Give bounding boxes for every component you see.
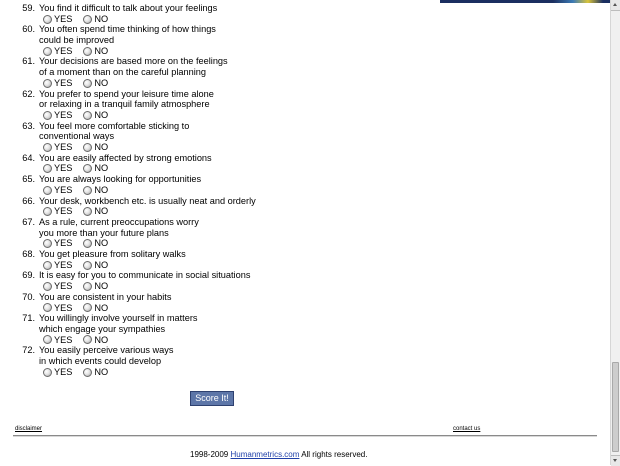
copyright-rights: All rights reserved. [301,450,368,459]
contact-us-link[interactable]: contact us [453,426,481,432]
question-item [14,270,454,291]
yes-label: YES [54,334,73,345]
answer-options [14,281,454,292]
question-text-continued: could be improved [39,35,115,46]
answer-options [14,110,454,121]
answer-options [14,367,454,378]
copyright-years: 1998-2009 [190,450,229,459]
question-item [14,174,454,195]
question-number: 63. [22,120,35,131]
no-radio-button[interactable] [83,207,92,216]
no-option[interactable] [83,238,108,249]
answer-options [14,335,454,346]
no-label: NO [94,109,109,120]
answer-options [14,14,454,25]
no-option[interactable] [83,142,108,153]
yes-label: YES [54,366,73,377]
question-first-line [14,174,454,185]
question-number: 61. [22,56,35,67]
vertical-scrollbar[interactable] [610,0,620,465]
yes-option[interactable] [43,110,72,121]
yes-radio-button[interactable] [43,164,52,173]
question-first-line [14,153,454,164]
no-label: NO [94,259,109,270]
yes-radio-button[interactable] [43,282,52,291]
disclaimer-link[interactable]: disclaimer [15,426,43,432]
yes-radio-button[interactable] [43,303,52,312]
question-first-line [14,270,454,281]
yes-radio-button[interactable] [43,143,52,152]
question-first-line [14,313,454,324]
yes-label: YES [54,109,73,120]
yes-option[interactable] [43,163,72,174]
no-label: NO [94,302,109,313]
yes-option[interactable] [43,78,72,89]
answer-options [14,260,454,271]
scroll-up-arrow-icon[interactable] [611,0,620,11]
yes-option[interactable] [43,281,72,292]
question-item [14,292,454,313]
question-first-line [14,345,454,356]
question-text-continued: of a moment than on the careful planning [39,67,207,78]
no-label: NO [94,206,109,217]
question-number: 66. [22,195,35,206]
question-text-continued: conventional ways [39,131,115,142]
yes-radio-button[interactable] [43,15,52,24]
yes-option[interactable] [43,238,72,249]
no-option[interactable] [83,281,108,292]
answer-options [14,78,454,89]
question-item [14,313,454,345]
yes-option[interactable] [43,206,72,217]
yes-label: YES [54,77,73,88]
question-item [14,345,454,377]
question-item [14,121,454,153]
question-text: You feel more comfortable sticking to [39,120,190,131]
no-radio-button[interactable] [83,143,92,152]
question-item [14,56,454,88]
question-first-line [14,249,454,260]
no-label: NO [94,366,109,377]
question-text: You easily perceive various ways [39,345,174,356]
no-option[interactable] [83,335,108,346]
yes-option[interactable] [43,335,72,346]
question-first-line [14,196,454,207]
question-text-continued: or relaxing in a tranquil family atmosphere [39,99,210,110]
yes-option[interactable] [43,367,72,378]
question-number: 69. [22,270,35,281]
no-label: NO [94,163,109,174]
yes-radio-button[interactable] [43,186,52,195]
question-text: You prefer to spend your leisure time alone [39,88,214,99]
no-label: NO [94,238,109,249]
scrollbar-thumb[interactable] [612,362,619,452]
question-number: 68. [22,249,35,260]
no-option[interactable] [83,260,108,271]
question-number: 65. [22,174,35,185]
question-item [14,196,454,217]
question-item [14,24,454,56]
yes-option[interactable] [43,185,72,196]
yes-radio-button[interactable] [43,111,52,120]
question-text: You find it difficult to talk about your feelings [39,3,218,13]
no-option[interactable] [83,110,108,121]
no-radio-button[interactable] [83,282,92,291]
yes-label: YES [54,259,73,270]
yes-label: YES [54,163,73,174]
no-radio-button[interactable] [83,261,92,270]
yes-option[interactable] [43,142,72,153]
yes-label: YES [54,281,73,292]
yes-radio-button[interactable] [43,261,52,270]
question-item [14,249,454,270]
no-option[interactable] [83,46,108,57]
yes-label: YES [54,238,73,249]
question-item [14,89,454,121]
no-option[interactable] [83,206,108,217]
no-radio-button[interactable] [83,79,92,88]
header-banner-art [553,0,603,3]
question-first-line [14,3,454,14]
question-first-line [14,292,454,303]
answer-options [14,303,454,314]
question-number: 71. [22,313,35,324]
question-text: You often spend time thinking of how things [39,24,216,35]
question-text: You are always looking for opportunities [39,174,202,185]
question-text: You are consistent in your habits [39,291,172,302]
copyright-notice [190,450,367,459]
question-first-line [14,121,454,132]
no-label: NO [94,13,109,24]
scroll-down-arrow-icon[interactable] [611,455,620,466]
no-label: NO [94,334,109,345]
no-option[interactable] [83,367,108,378]
no-radio-button[interactable] [83,164,92,173]
yes-radio-button[interactable] [43,368,52,377]
question-text: You willingly involve yourself in matters [39,313,198,324]
answer-options [14,238,454,249]
answer-options [14,163,454,174]
question-number: 64. [22,152,35,163]
question-number: 60. [22,24,35,35]
no-radio-button[interactable] [83,186,92,195]
yes-option[interactable] [43,46,72,57]
yes-option[interactable] [43,303,72,314]
question-first-line [14,24,454,35]
no-option[interactable] [83,185,108,196]
yes-label: YES [54,302,73,313]
yes-label: YES [54,184,73,195]
question-text: You get pleasure from solitary walks [39,249,186,260]
humanmetrics-link[interactable]: Humanmetrics.com [230,450,300,459]
footer-divider [13,435,597,437]
question-text: As a rule, current preoccupations worry [39,216,199,227]
yes-radio-button[interactable] [43,239,52,248]
yes-radio-button[interactable] [43,47,52,56]
no-label: NO [94,45,109,56]
question-first-line [14,89,454,100]
yes-radio-button[interactable] [43,207,52,216]
no-radio-button[interactable] [83,111,92,120]
answer-options [14,46,454,57]
question-number: 70. [22,291,35,302]
question-first-line [14,56,454,67]
question-text: Your decisions are based more on the feelings [39,56,228,67]
question-text-continued: you more than your future plans [39,227,169,238]
question-text: You are easily affected by strong emotions [39,152,212,163]
question-list [14,3,454,377]
no-option[interactable] [83,303,108,314]
score-it-button[interactable]: Score It! [190,391,234,406]
question-item [14,217,454,249]
no-radio-button[interactable] [83,15,92,24]
no-radio-button[interactable] [83,47,92,56]
no-label: NO [94,142,109,153]
question-text: Your desk, workbench etc. is usually neat and orderly [39,195,256,206]
no-label: NO [94,281,109,292]
question-first-line [14,217,454,228]
question-item [14,3,454,24]
yes-option[interactable] [43,14,72,25]
no-option[interactable] [83,14,108,25]
no-radio-button[interactable] [83,303,92,312]
question-number: 67. [22,216,35,227]
answer-options [14,185,454,196]
no-label: NO [94,184,109,195]
no-option[interactable] [83,163,108,174]
answer-options [14,206,454,217]
no-radio-button[interactable] [83,239,92,248]
question-number: 72. [22,345,35,356]
question-text-continued: which engage your sympathies [39,323,166,334]
yes-label: YES [54,206,73,217]
no-radio-button[interactable] [83,335,92,344]
no-label: NO [94,77,109,88]
no-radio-button[interactable] [83,368,92,377]
yes-label: YES [54,13,73,24]
no-option[interactable] [83,78,108,89]
yes-radio-button[interactable] [43,335,52,344]
answer-options [14,142,454,153]
yes-label: YES [54,142,73,153]
question-text: It is easy for you to communicate in social situations [39,270,251,281]
yes-label: YES [54,45,73,56]
question-text-continued: in which events could develop [39,356,162,366]
question-item [14,153,454,174]
yes-option[interactable] [43,260,72,271]
question-number: 59. [22,3,35,13]
question-number: 62. [22,88,35,99]
yes-radio-button[interactable] [43,79,52,88]
